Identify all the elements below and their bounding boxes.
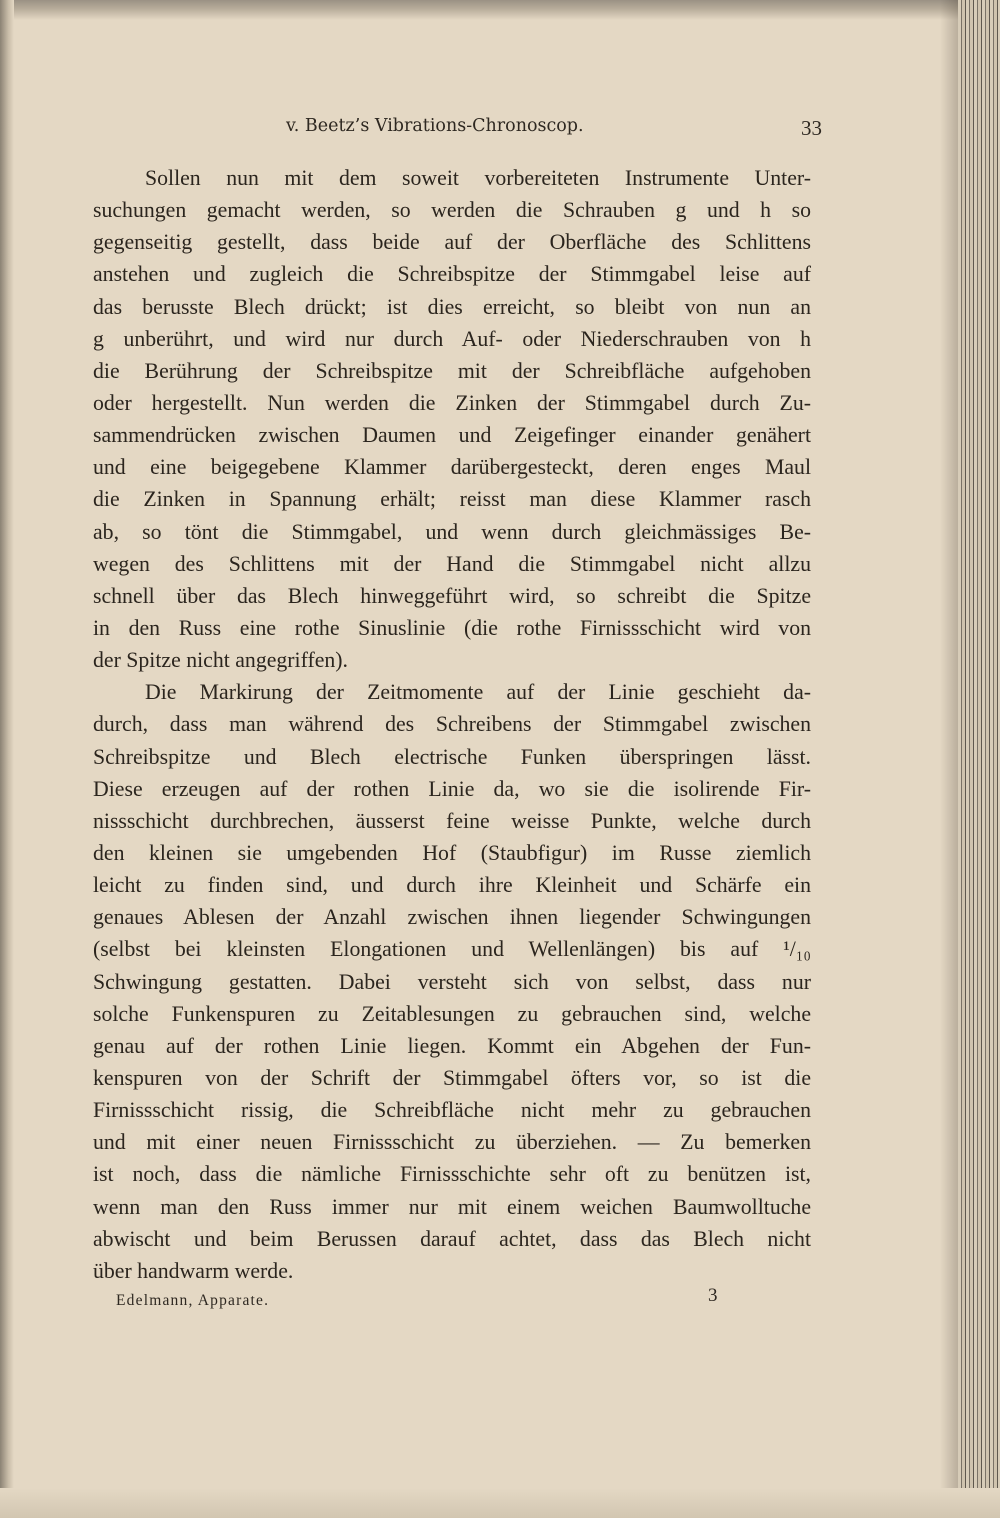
text-line: Diese erzeugen auf der rothen Linie da, wo sie die isolirende Fir- xyxy=(93,776,811,801)
sheet-number: 3 xyxy=(708,1285,718,1306)
text-line: g unberührt, und wird nur durch Auf- oder Niederschrauben von h xyxy=(93,326,811,351)
text-line: den kleinen sie umgebenden Hof (Staubfigur) im Russe ziemlich xyxy=(93,840,811,865)
text-line: solche Funkenspuren zu Zeitablesungen zu gebrauchen sind, welche xyxy=(93,1001,811,1026)
text-line: ab, so tönt die Stimmgabel, und wenn durch gleichmässiges Be- xyxy=(93,519,811,544)
text-line: gegenseitig gestellt, dass beide auf der Oberfläche des Schlittens xyxy=(93,230,811,255)
text-line: genau auf der rothen Linie liegen. Kommt ein Abgehen der Fun- xyxy=(93,1033,811,1058)
footer-signature: Edelmann, Apparate. xyxy=(116,1292,270,1309)
text-line: kenspuren von der Schrift der Stimmgabel öfters vor, so ist die xyxy=(93,1065,811,1090)
text-line: schnell über das Blech hinweggeführt wird, so schreibt die Spitze xyxy=(93,583,811,608)
running-head: v. Beetz’s Vibrations-Chronoscop. xyxy=(286,116,584,136)
page-bottom-edge xyxy=(0,1488,1000,1518)
text-line: die Berührung der Schreibspitze mit der Schreibfläche aufgehoben xyxy=(93,358,811,383)
text-line: wegen des Schlittens mit der Hand die Stimmgabel nicht allzu xyxy=(93,551,811,576)
text-line: Firnissschicht rissig, die Schreibfläche nicht mehr zu gebrauchen xyxy=(93,1098,811,1123)
text-line: über handwarm werde. xyxy=(93,1258,294,1283)
text-line: Schreibspitze und Blech electrische Funken überspringen lässt. xyxy=(93,744,811,769)
page-fore-edge xyxy=(958,0,1000,1518)
text-line: sammendrücken zwischen Daumen und Zeigefinger einander genähert xyxy=(93,423,811,448)
fore-edge-shadow xyxy=(940,0,958,1518)
text-line: das berusste Blech drückt; ist dies erreicht, so bleibt von nun an xyxy=(93,294,811,319)
text-line: genaues Ablesen der Anzahl zwischen ihnen liegender Schwingungen xyxy=(93,905,811,930)
page-header xyxy=(286,116,822,146)
text-line: abwischt und beim Berussen darauf achtet, dass das Blech nicht xyxy=(93,1226,811,1251)
text-line: die Zinken in Spannung erhält; reisst man diese Klammer rasch xyxy=(93,487,811,512)
text-line: Die Markirung der Zeitmomente auf der Linie geschieht da- xyxy=(145,680,811,705)
text-line: der Spitze nicht angegriffen). xyxy=(93,648,349,673)
body-text xyxy=(93,162,811,1287)
text-line: in den Russ eine rothe Sinuslinie (die rothe Firnissschicht wird von xyxy=(93,615,811,640)
text-line: durch, dass man während des Schreibens der Stimmgabel zwischen xyxy=(93,712,811,737)
text-line: nissschicht durchbrechen, äusserst feine weisse Punkte, welche durch xyxy=(93,808,811,833)
text-line: anstehen und zugleich die Schreibspitze der Stimmgabel leise auf xyxy=(93,262,811,287)
text-line: ist noch, dass die nämliche Firnissschichte sehr oft zu benützen ist, xyxy=(93,1162,811,1187)
text-line: Schwingung gestatten. Dabei versteht sich von selbst, dass nur xyxy=(93,969,811,994)
text-line: (selbst bei kleinsten Elongationen und Wellenlängen) bis auf ¹/₁₀ xyxy=(93,937,811,962)
page-top-edge xyxy=(0,0,1000,20)
page-gutter-shadow xyxy=(0,0,14,1518)
text-line: oder hergestellt. Nun werden die Zinken der Stimmgabel durch Zu- xyxy=(93,390,811,415)
text-line: Sollen nun mit dem soweit vorbereiteten Instrumente Unter- xyxy=(145,166,811,190)
text-line: suchungen gemacht werden, so werden die Schrauben g und h so xyxy=(93,198,811,223)
text-line: und mit einer neuen Firnissschicht zu überziehen. — Zu bemerken xyxy=(93,1130,811,1155)
text-line: leicht zu finden sind, und durch ihre Kleinheit und Schärfe ein xyxy=(93,873,811,898)
page-number: 33 xyxy=(801,116,822,140)
text-line: wenn man den Russ immer nur mit einem weichen Baumwolltuche xyxy=(93,1194,811,1219)
text-line: und eine beigegebene Klammer darübergesteckt, deren enges Maul xyxy=(93,455,811,480)
